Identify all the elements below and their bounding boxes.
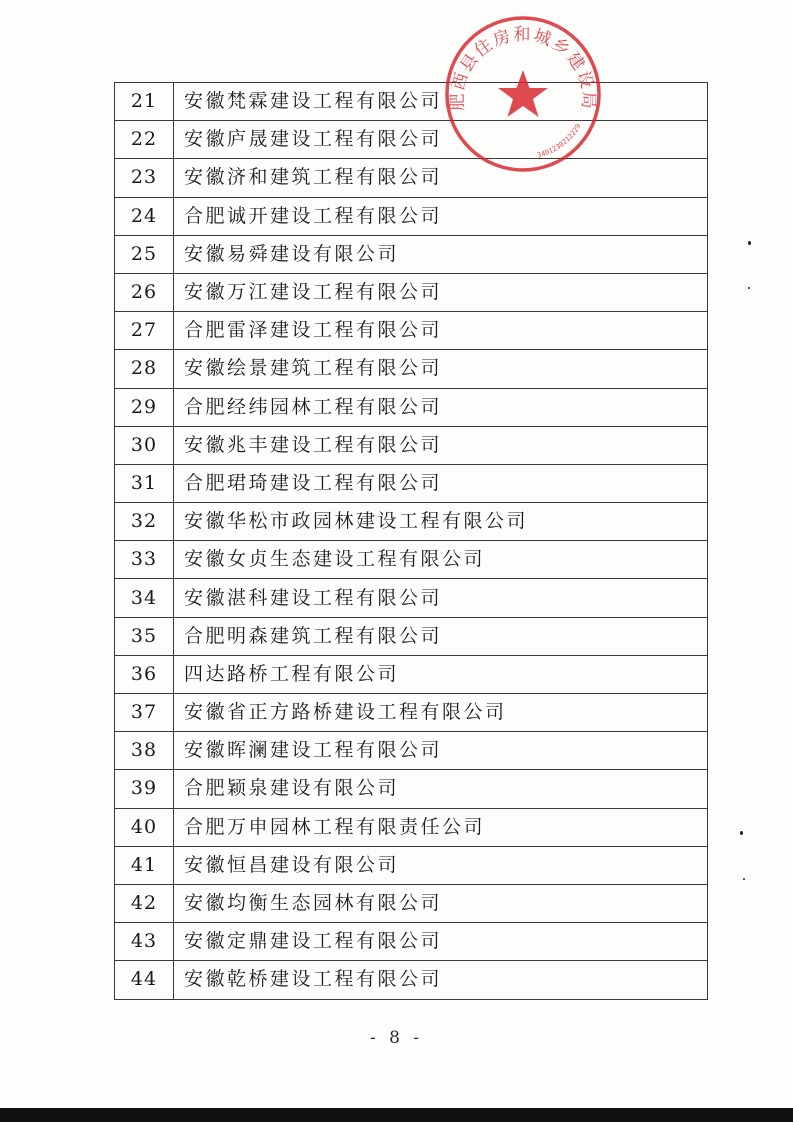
company-name: 安徽济和建筑工程有限公司 (174, 159, 708, 197)
table-row (115, 235, 708, 273)
company-name: 合肥颖泉建设有限公司 (174, 770, 708, 808)
company-name: 安徽乾桥建设工程有限公司 (174, 961, 708, 999)
table-row (115, 388, 708, 426)
table-row (115, 923, 708, 961)
scan-speck (743, 878, 745, 880)
table-row (115, 312, 708, 350)
table-row (115, 503, 708, 541)
row-number: 33 (115, 541, 174, 579)
company-name: 合肥经纬园林工程有限公司 (174, 388, 708, 426)
row-number: 25 (115, 235, 174, 273)
company-name: 安徽定鼎建设工程有限公司 (174, 923, 708, 961)
company-name: 安徽均衡生态园林有限公司 (174, 884, 708, 922)
table-row (115, 273, 708, 311)
row-number: 26 (115, 273, 174, 311)
table-row (115, 808, 708, 846)
company-name: 安徽湛科建设工程有限公司 (174, 579, 708, 617)
row-number: 30 (115, 426, 174, 464)
company-name: 四达路桥工程有限公司 (174, 655, 708, 693)
table-row (115, 884, 708, 922)
table-row (115, 617, 708, 655)
company-name: 安徽易舜建设有限公司 (174, 235, 708, 273)
row-number: 36 (115, 655, 174, 693)
company-list-table (114, 82, 708, 1000)
row-number: 41 (115, 846, 174, 884)
table-row (115, 732, 708, 770)
table-row (115, 350, 708, 388)
table-row (115, 579, 708, 617)
company-name: 安徽恒昌建设有限公司 (174, 846, 708, 884)
company-name: 安徽华松市政园林建设工程有限公司 (174, 503, 708, 541)
scan-speck (740, 831, 743, 835)
table-row (115, 846, 708, 884)
table-row (115, 159, 708, 197)
table-row (115, 426, 708, 464)
table-row (115, 655, 708, 693)
table-row (115, 541, 708, 579)
company-name: 安徽梵霖建设工程有限公司 (174, 83, 708, 121)
company-name: 合肥珺琦建设工程有限公司 (174, 464, 708, 502)
page-number: - 8 - (369, 1028, 424, 1048)
row-number: 42 (115, 884, 174, 922)
scan-edge-bar (0, 1108, 793, 1122)
company-name: 安徽万江建设工程有限公司 (174, 273, 708, 311)
company-name: 合肥雷泽建设工程有限公司 (174, 312, 708, 350)
company-name: 安徽女贞生态建设工程有限公司 (174, 541, 708, 579)
company-name: 合肥万申园林工程有限责任公司 (174, 808, 708, 846)
row-number: 28 (115, 350, 174, 388)
row-number: 24 (115, 197, 174, 235)
company-name: 合肥明森建筑工程有限公司 (174, 617, 708, 655)
row-number: 23 (115, 159, 174, 197)
official-seal (441, 12, 605, 176)
table-row (115, 197, 708, 235)
table-row (115, 121, 708, 159)
company-name: 安徽兆丰建设工程有限公司 (174, 426, 708, 464)
table-row (115, 770, 708, 808)
row-number: 40 (115, 808, 174, 846)
company-name: 安徽晖澜建设工程有限公司 (174, 732, 708, 770)
table-row (115, 961, 708, 999)
company-name: 安徽绘景建筑工程有限公司 (174, 350, 708, 388)
row-number: 39 (115, 770, 174, 808)
scan-speck (748, 241, 751, 245)
company-list-body (115, 83, 708, 1000)
row-number: 38 (115, 732, 174, 770)
company-name: 合肥诚开建设工程有限公司 (174, 197, 708, 235)
scan-speck (748, 287, 750, 289)
row-number: 22 (115, 121, 174, 159)
table-row (115, 83, 708, 121)
table-row (115, 464, 708, 502)
row-number: 27 (115, 312, 174, 350)
row-number: 44 (115, 961, 174, 999)
svg-text:3401230212229: 3401230212229 (536, 122, 583, 160)
row-number: 21 (115, 83, 174, 121)
row-number: 31 (115, 464, 174, 502)
row-number: 34 (115, 579, 174, 617)
company-name: 安徽庐晟建设工程有限公司 (174, 121, 708, 159)
row-number: 35 (115, 617, 174, 655)
row-number: 43 (115, 923, 174, 961)
table-row (115, 694, 708, 732)
row-number: 29 (115, 388, 174, 426)
row-number: 37 (115, 694, 174, 732)
svg-text:肥西县住房和城乡建设局: 肥西县住房和城乡建设局 (447, 25, 599, 111)
company-name: 安徽省正方路桥建设工程有限公司 (174, 694, 708, 732)
row-number: 32 (115, 503, 174, 541)
